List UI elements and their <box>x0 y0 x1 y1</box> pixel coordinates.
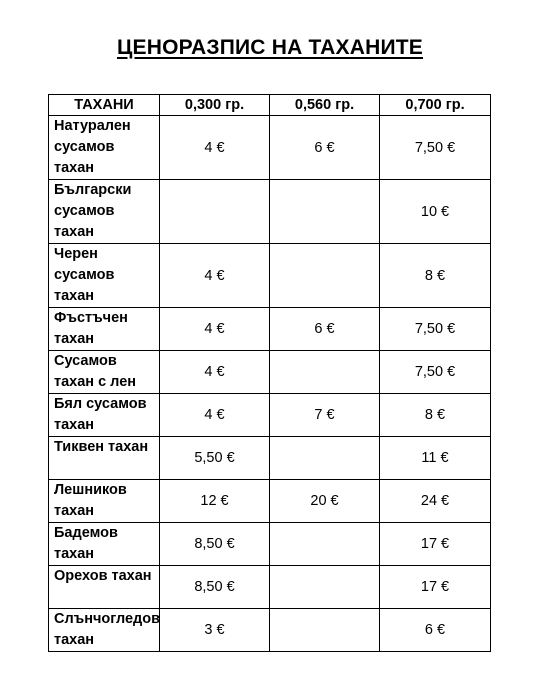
price-300g: 12 € <box>160 480 270 523</box>
price-560g <box>270 523 380 566</box>
price-700g: 8 € <box>380 394 491 437</box>
price-300g: 4 € <box>160 308 270 351</box>
price-700g: 8 € <box>380 244 491 308</box>
price-300g: 4 € <box>160 244 270 308</box>
price-700g: 17 € <box>380 523 491 566</box>
price-300g: 5,50 € <box>160 437 270 480</box>
price-560g <box>270 351 380 394</box>
table-row <box>49 244 491 308</box>
table-row <box>49 351 491 394</box>
header-tahani: ТАХАНИ <box>49 95 160 116</box>
price-300g: 4 € <box>160 116 270 180</box>
price-560g: 6 € <box>270 308 380 351</box>
price-300g: 3 € <box>160 609 270 652</box>
price-300g <box>160 180 270 244</box>
price-700g: 17 € <box>380 566 491 609</box>
price-700g: 7,50 € <box>380 351 491 394</box>
product-name: Бадемов тахан <box>49 523 160 566</box>
price-560g <box>270 180 380 244</box>
table-row <box>49 437 491 480</box>
price-700g: 10 € <box>380 180 491 244</box>
product-name: Сусамов тахан с лен <box>49 351 160 394</box>
price-300g: 8,50 € <box>160 566 270 609</box>
price-560g <box>270 437 380 480</box>
header-700g: 0,700 гр. <box>380 95 491 116</box>
header-560g: 0,560 гр. <box>270 95 380 116</box>
price-300g: 4 € <box>160 394 270 437</box>
table-row <box>49 116 491 180</box>
price-560g <box>270 566 380 609</box>
product-name: Тиквен тахан <box>49 437 160 480</box>
product-name: Български сусамов тахан <box>49 180 160 244</box>
price-560g: 6 € <box>270 116 380 180</box>
price-700g: 11 € <box>380 437 491 480</box>
table-header-row <box>49 95 491 116</box>
price-560g <box>270 244 380 308</box>
table-row <box>49 180 491 244</box>
product-name: Бял сусамов тахан <box>49 394 160 437</box>
price-560g: 20 € <box>270 480 380 523</box>
table-row <box>49 523 491 566</box>
price-700g: 7,50 € <box>380 116 491 180</box>
product-name: Черен сусамов тахан <box>49 244 160 308</box>
header-300g: 0,300 гр. <box>160 95 270 116</box>
price-700g: 6 € <box>380 609 491 652</box>
price-700g: 7,50 € <box>380 308 491 351</box>
product-name: Натурален сусамов тахан <box>49 116 160 180</box>
table-row <box>49 480 491 523</box>
product-name: Лешников тахан <box>49 480 160 523</box>
product-name: Слънчогледов тахан <box>49 609 160 652</box>
price-560g <box>270 609 380 652</box>
product-name: Орехов тахан <box>49 566 160 609</box>
product-name: Фъстъчен тахан <box>49 308 160 351</box>
price-700g: 24 € <box>380 480 491 523</box>
price-300g: 8,50 € <box>160 523 270 566</box>
table-row <box>49 394 491 437</box>
table-row <box>49 566 491 609</box>
table-row <box>49 308 491 351</box>
price-table <box>48 94 491 652</box>
price-300g: 4 € <box>160 351 270 394</box>
price-560g: 7 € <box>270 394 380 437</box>
table-row <box>49 609 491 652</box>
page-title: ЦЕНОРАЗПИС НА ТАХАНИТЕ <box>116 36 424 59</box>
